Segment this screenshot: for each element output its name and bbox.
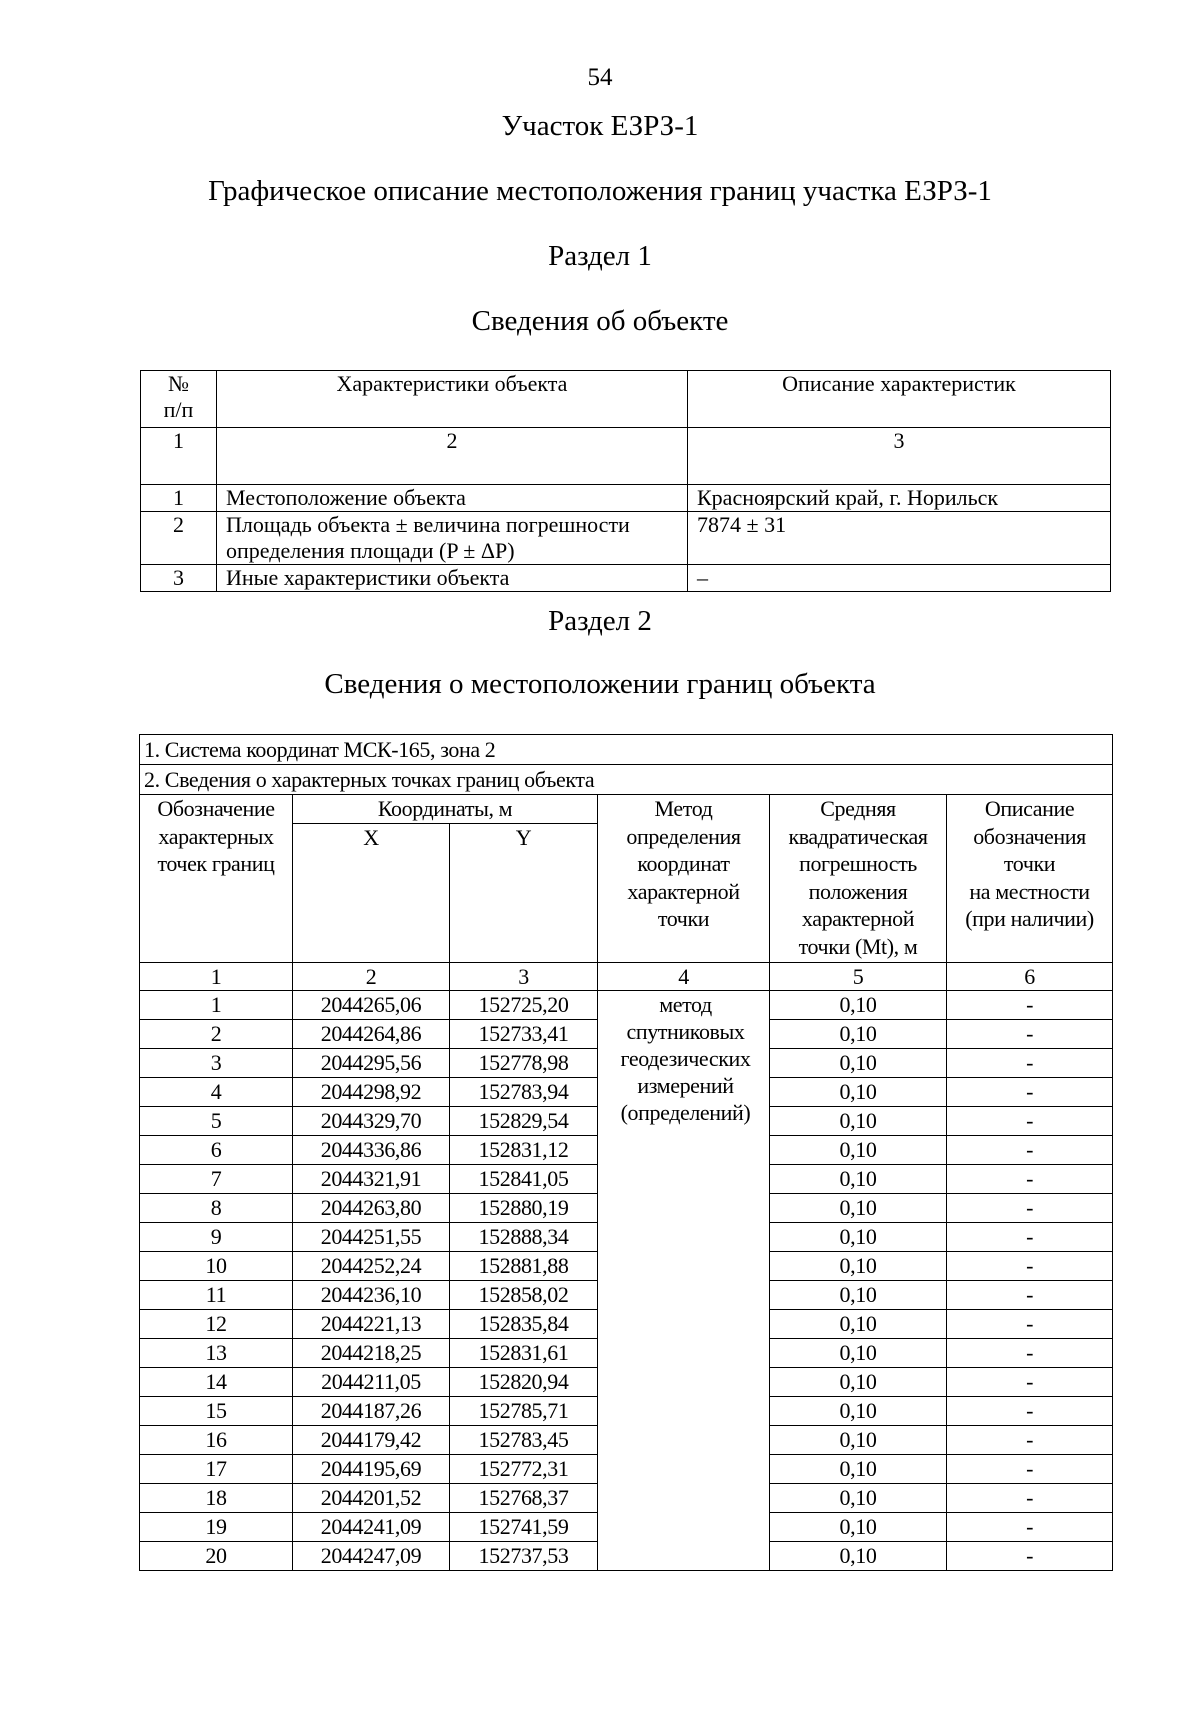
header-description: Описание характеристик <box>688 371 1111 428</box>
point-x: 2044195,69 <box>293 1454 450 1483</box>
point-y: 152778,98 <box>450 1048 598 1077</box>
coord-system-text: 1. Система координат МСК-165, зона 2 <box>140 735 1113 765</box>
point-description: - <box>947 1193 1113 1222</box>
point-y: 152841,05 <box>450 1164 598 1193</box>
point-error: 0,10 <box>770 1338 947 1367</box>
header-characteristics: Характеристики объекта <box>217 371 688 428</box>
point-x: 2044218,25 <box>293 1338 450 1367</box>
row-number: 1 <box>141 485 217 512</box>
column-number: 4 <box>598 962 770 990</box>
point-error: 0,10 <box>770 1193 947 1222</box>
point-number: 16 <box>140 1425 293 1454</box>
point-y: 152768,37 <box>450 1483 598 1512</box>
point-description: - <box>947 1222 1113 1251</box>
point-y: 152881,88 <box>450 1251 598 1280</box>
point-y: 152733,41 <box>450 1019 598 1048</box>
point-description: - <box>947 990 1113 1019</box>
point-x: 2044187,26 <box>293 1396 450 1425</box>
object-table-header-row <box>141 371 1111 428</box>
point-number: 6 <box>140 1135 293 1164</box>
section2-subtitle: Сведения о местоположении границ объекта <box>324 668 876 700</box>
point-error: 0,10 <box>770 1251 947 1280</box>
point-error: 0,10 <box>770 1135 947 1164</box>
point-number: 9 <box>140 1222 293 1251</box>
point-y: 152783,45 <box>450 1425 598 1454</box>
point-description: - <box>947 1251 1113 1280</box>
column-number: 1 <box>141 428 217 485</box>
point-error: 0,10 <box>770 1309 947 1338</box>
point-number: 3 <box>140 1048 293 1077</box>
point-x: 2044265,06 <box>293 990 450 1019</box>
column-number: 2 <box>293 962 450 990</box>
section1-title: Раздел 1 <box>548 240 652 272</box>
point-number: 13 <box>140 1338 293 1367</box>
point-number: 19 <box>140 1512 293 1541</box>
point-x: 2044336,86 <box>293 1135 450 1164</box>
points-caption-text: 2. Сведения о характерных точках границ объекта <box>140 765 1113 795</box>
point-x: 2044221,13 <box>293 1309 450 1338</box>
point-number: 2 <box>140 1019 293 1048</box>
point-x: 2044329,70 <box>293 1106 450 1135</box>
graphic-description-title: Графическое описание местоположения границ участка ЕЗРЗ-1 <box>208 175 992 207</box>
point-x: 2044241,09 <box>293 1512 450 1541</box>
point-y: 152772,31 <box>450 1454 598 1483</box>
method-cell: метод спутниковых геодезических измерений (определений) <box>598 990 770 1570</box>
point-y: 152737,53 <box>450 1541 598 1570</box>
point-description: - <box>947 1396 1113 1425</box>
point-description: - <box>947 1135 1113 1164</box>
header-coordinates: Координаты, м <box>293 795 598 824</box>
description-cell: Красноярский край, г. Норильск <box>688 485 1111 512</box>
point-description: - <box>947 1338 1113 1367</box>
point-y: 152858,02 <box>450 1280 598 1309</box>
point-y: 152820,94 <box>450 1367 598 1396</box>
point-x: 2044263,80 <box>293 1193 450 1222</box>
header-designation: Обозначение характерных точек границ <box>140 795 293 963</box>
column-number: 5 <box>770 962 947 990</box>
point-x: 2044236,10 <box>293 1280 450 1309</box>
point-y: 152829,54 <box>450 1106 598 1135</box>
point-error: 0,10 <box>770 1367 947 1396</box>
point-error: 0,10 <box>770 1019 947 1048</box>
point-x: 2044211,05 <box>293 1367 450 1396</box>
column-number: 3 <box>450 962 598 990</box>
table-row <box>141 485 1111 512</box>
point-number: 17 <box>140 1454 293 1483</box>
header-y: Y <box>450 823 598 962</box>
point-number: 4 <box>140 1077 293 1106</box>
point-y: 152783,94 <box>450 1077 598 1106</box>
point-error: 0,10 <box>770 1077 947 1106</box>
point-number: 11 <box>140 1280 293 1309</box>
point-y: 152835,84 <box>450 1309 598 1338</box>
point-description: - <box>947 1512 1113 1541</box>
coord-system-row <box>140 735 1113 765</box>
point-number: 20 <box>140 1541 293 1570</box>
point-error: 0,10 <box>770 1454 947 1483</box>
point-number: 18 <box>140 1483 293 1512</box>
description-cell: – <box>688 565 1111 592</box>
points-caption-row <box>140 765 1113 795</box>
row-number: 2 <box>141 512 217 565</box>
point-x: 2044201,52 <box>293 1483 450 1512</box>
boundary-points-table <box>139 734 1113 1571</box>
point-description: - <box>947 1106 1113 1135</box>
row-number: 3 <box>141 565 217 592</box>
point-y: 152831,61 <box>450 1338 598 1367</box>
column-number: 1 <box>140 962 293 990</box>
point-x: 2044321,91 <box>293 1164 450 1193</box>
point-description: - <box>947 1454 1113 1483</box>
points-numbering-row <box>140 962 1113 990</box>
point-description: - <box>947 1077 1113 1106</box>
point-number: 1 <box>140 990 293 1019</box>
point-error: 0,10 <box>770 1541 947 1570</box>
point-number: 8 <box>140 1193 293 1222</box>
point-error: 0,10 <box>770 1164 947 1193</box>
point-x: 2044264,86 <box>293 1019 450 1048</box>
table-row <box>141 512 1111 565</box>
point-x: 2044295,56 <box>293 1048 450 1077</box>
point-description: - <box>947 1483 1113 1512</box>
point-x: 2044247,09 <box>293 1541 450 1570</box>
point-error: 0,10 <box>770 1048 947 1077</box>
point-number: 10 <box>140 1251 293 1280</box>
point-description: - <box>947 1367 1113 1396</box>
point-error: 0,10 <box>770 1512 947 1541</box>
characteristic-cell: Местоположение объекта <box>217 485 688 512</box>
characteristic-cell: Площадь объекта ± величина погрешности определения площади (P ± ΔP) <box>217 512 688 565</box>
point-number: 15 <box>140 1396 293 1425</box>
header-error: Средняя квадратическая погрешность положения характерной точки (Mt), м <box>770 795 947 963</box>
point-description: - <box>947 1425 1113 1454</box>
plot-title: Участок ЕЗРЗ-1 <box>501 110 699 142</box>
table-row <box>141 565 1111 592</box>
point-y: 152741,59 <box>450 1512 598 1541</box>
header-point-description: Описание обозначения точки на местности (при наличии) <box>947 795 1113 963</box>
column-number: 3 <box>688 428 1111 485</box>
point-number: 5 <box>140 1106 293 1135</box>
point-description: - <box>947 1280 1113 1309</box>
object-table-numbering-row <box>141 428 1111 485</box>
point-number: 12 <box>140 1309 293 1338</box>
point-y: 152880,19 <box>450 1193 598 1222</box>
table-row <box>140 990 1113 1019</box>
point-y: 152831,12 <box>450 1135 598 1164</box>
section1-subtitle: Сведения об объекте <box>471 305 729 337</box>
point-number: 7 <box>140 1164 293 1193</box>
point-description: - <box>947 1309 1113 1338</box>
point-y: 152888,34 <box>450 1222 598 1251</box>
characteristic-cell: Иные характеристики объекта <box>217 565 688 592</box>
section2-title: Раздел 2 <box>548 605 652 637</box>
point-number: 14 <box>140 1367 293 1396</box>
column-number: 2 <box>217 428 688 485</box>
header-x: X <box>293 823 450 962</box>
point-x: 2044252,24 <box>293 1251 450 1280</box>
point-description: - <box>947 1048 1113 1077</box>
point-error: 0,10 <box>770 990 947 1019</box>
point-x: 2044251,55 <box>293 1222 450 1251</box>
point-x: 2044298,92 <box>293 1077 450 1106</box>
point-error: 0,10 <box>770 1106 947 1135</box>
point-error: 0,10 <box>770 1280 947 1309</box>
point-x: 2044179,42 <box>293 1425 450 1454</box>
page-number: 54 <box>587 64 613 91</box>
column-number: 6 <box>947 962 1113 990</box>
point-y: 152785,71 <box>450 1396 598 1425</box>
point-error: 0,10 <box>770 1222 947 1251</box>
point-description: - <box>947 1019 1113 1048</box>
point-error: 0,10 <box>770 1425 947 1454</box>
object-info-table <box>140 370 1111 592</box>
point-y: 152725,20 <box>450 990 598 1019</box>
header-row-number: № п/п <box>141 371 217 428</box>
description-cell: 7874 ± 31 <box>688 512 1111 565</box>
point-error: 0,10 <box>770 1396 947 1425</box>
point-description: - <box>947 1541 1113 1570</box>
points-header-row <box>140 795 1113 824</box>
point-error: 0,10 <box>770 1483 947 1512</box>
point-description: - <box>947 1164 1113 1193</box>
header-method: Метод определения координат характерной точки <box>598 795 770 963</box>
